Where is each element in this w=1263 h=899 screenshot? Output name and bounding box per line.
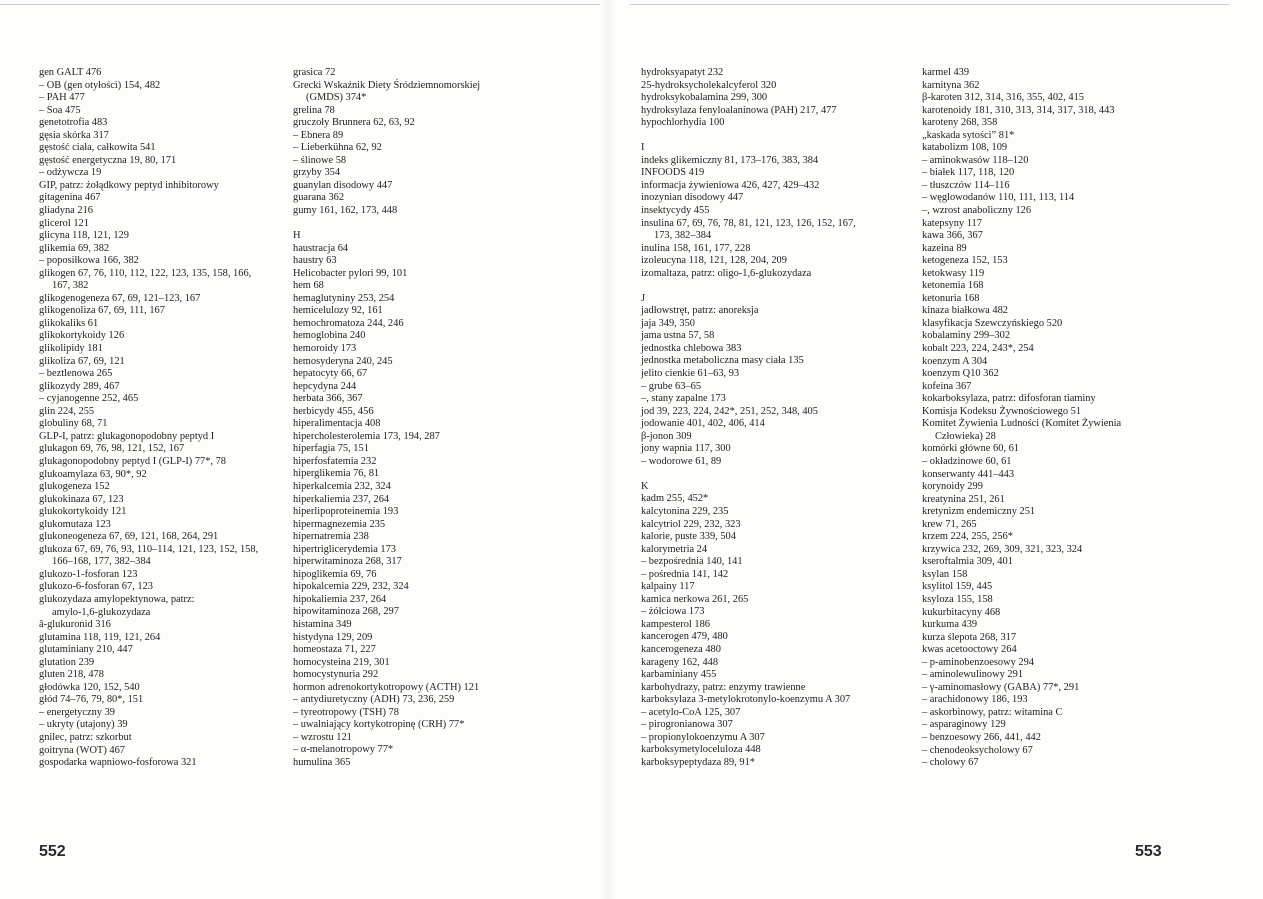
index-entry: histamina 349 [293, 619, 352, 631]
index-entry: glukozydaza amylopektynowa, patrz: [39, 593, 195, 605]
index-entry: humulina 365 [293, 757, 351, 769]
index-entry: glikokaliks 61 [39, 317, 99, 329]
index-entry: – tłuszczów 114–116 [922, 179, 1010, 191]
index-entry: – acetylo-CoA 125, 307 [641, 706, 741, 718]
index-entry: – wzrostu 121 [293, 731, 352, 743]
index-entry: haustry 63 [293, 255, 337, 267]
index-entry: grzyby 354 [293, 167, 341, 179]
index-entry: hipercholesterolemia 173, 194, 287 [293, 430, 440, 442]
index-entry: karageny 162, 448 [641, 656, 719, 668]
index-entry: – pirogronianowa 307 [641, 719, 733, 731]
index-entry: hipermagnezemia 235 [293, 518, 386, 530]
index-entry: hiperkalcemia 232, 324 [293, 481, 391, 492]
index-entry: histydyna 129, 209 [293, 631, 373, 643]
index-entry: haustracja 64 [293, 242, 349, 254]
index-entry: hiperalimentacja 408 [293, 418, 381, 430]
index-entry: – arachidonowy 186, 193 [922, 694, 1028, 706]
entry-gap [641, 130, 856, 143]
index-entry: karbaminiany 455 [641, 669, 717, 681]
index-entry: goitryna (WOT) 467 [39, 744, 125, 756]
index-entry: J [641, 292, 646, 304]
index-entry: kretynizm endemiczny 251 [922, 506, 1036, 518]
index-entry: katabolizm 108, 109 [922, 142, 1008, 154]
entry-gap [293, 218, 480, 231]
index-entry: hipokalcemia 229, 232, 324 [293, 581, 409, 593]
index-entry: kokarboksylaza, patrz: difosforan tiaminy [922, 393, 1096, 405]
index-entry: genetotrofia 483 [39, 117, 108, 129]
index-entry: – aminolewulinowy 291 [922, 669, 1024, 681]
index-entry: K [641, 480, 649, 492]
index-entry: 167, 382 [52, 280, 89, 292]
index-entry: glutation 239 [39, 656, 95, 668]
index-entry: â-glukuronid 316 [39, 619, 111, 631]
index-entry: – cyjanogenne 252, 465 [39, 393, 139, 405]
index-entry: homeostaza 71, 227 [293, 644, 376, 656]
index-entry: karmel 439 [922, 67, 970, 78]
index-entry: jony wapnia 117, 300 [641, 443, 731, 455]
index-entry: grelina 78 [293, 104, 335, 116]
index-entry: kobalaminy 299–302 [922, 330, 1011, 342]
index-entry: kseroftalmia 309, 401 [922, 556, 1013, 568]
index-entry: karbohydrazy, patrz: enzymy trawienne [641, 681, 806, 693]
index-entry: – PAH 477 [39, 92, 85, 104]
index-entry: glikoliza 67, 69, 121 [39, 355, 125, 367]
index-entry: kurza ślepota 268, 317 [922, 631, 1017, 643]
index-column-1 [39, 67, 258, 770]
index-entry: ketonuria 168 [922, 292, 980, 304]
index-entry: glukagonopodobny peptyd I (GLP-I) 77*, 78 [39, 455, 227, 467]
index-entry: karoteny 268, 358 [922, 117, 998, 129]
index-entry: – Soa 475 [39, 104, 81, 116]
index-entry: glukoneogeneza 67, 69, 121, 168, 264, 291 [39, 531, 219, 543]
index-entry: koenzym A 304 [922, 355, 988, 367]
index-entry: glikemia 69, 382 [39, 242, 110, 254]
index-entry: homocysteina 219, 301 [293, 656, 390, 668]
index-entry: gęstość energetyczna 19, 80, 171 [39, 154, 177, 166]
index-entry: jaja 349, 350 [641, 317, 695, 329]
index-entry: kalorymetria 24 [641, 543, 708, 555]
index-entry: – benzoesowy 266, 441, 442 [922, 731, 1041, 743]
index-entry: GLP-I, patrz: glukagonopodobny peptyd I [39, 430, 215, 442]
index-entry: guarana 362 [293, 192, 345, 204]
index-entry: – odżywcza 19 [39, 167, 102, 179]
index-entry: gen GALT 476 [39, 67, 102, 78]
index-entry: – chenodeoksycholowy 67 [922, 744, 1033, 756]
index-entry: glikolipidy 181 [39, 343, 103, 355]
index-entry: herbicydy 455, 456 [293, 405, 374, 417]
index-entry: hemaglutyniny 253, 254 [293, 292, 395, 304]
index-entry: grasica 72 [293, 67, 336, 78]
index-entry: kancerogeneza 480 [641, 644, 721, 656]
index-entry: GIP, patrz: żołądkowy peptyd inhibitorowy [39, 179, 219, 191]
top-page-edge-right [630, 4, 1230, 5]
index-entry: indeks glikemiczny 81, 173–176, 383, 384 [641, 154, 819, 166]
index-entry: hipoglikemia 69, 76 [293, 568, 377, 580]
index-entry: konserwanty 441–443 [922, 468, 1015, 480]
index-entry: – OB (gen otyłości) 154, 482 [39, 79, 161, 91]
index-entry: kancerogen 479, 480 [641, 631, 728, 643]
index-entry: glukokinaza 67, 123 [39, 493, 124, 505]
index-entry: kalcytriol 229, 232, 323 [641, 518, 741, 530]
index-entry: kamica nerkowa 261, 265 [641, 593, 749, 605]
entry-gap [641, 280, 856, 293]
index-entry: globuliny 68, 71 [39, 418, 108, 430]
index-entry: – grube 63–65 [641, 380, 702, 392]
index-entry: glukoza 67, 69, 76, 93, 110–114, 121, 123, 152, 158, [39, 543, 259, 555]
index-entry: gęsia skórka 317 [39, 129, 109, 141]
index-entry: hemoroidy 173 [293, 342, 357, 354]
index-entry: kreatynina 251, 261 [922, 493, 1005, 505]
index-entry: – asparaginowy 129 [922, 719, 1006, 731]
index-column-2 [293, 67, 480, 770]
index-entry: kampesterol 186 [641, 618, 710, 630]
index-entry: – węglowodanów 110, 111, 113, 114 [922, 192, 1075, 204]
index-entry: klasyfikacja Szewczyńskiego 520 [922, 317, 1063, 329]
index-entry: glukogeneza 152 [39, 481, 110, 493]
index-entry: inulina 158, 161, 177, 228 [641, 242, 751, 254]
index-entry: jama ustna 57, 58 [641, 330, 715, 342]
index-entry: ketonemia 168 [922, 280, 984, 292]
entry-gap [641, 468, 856, 481]
index-entry: – askorbinowy, patrz: witamina C [922, 706, 1063, 718]
index-entry: glin 224, 255 [39, 405, 95, 417]
index-entry: – Lieberkühna 62, 92 [293, 142, 382, 154]
index-entry: kwas acetooctowy 264 [922, 644, 1017, 656]
index-entry: – pośrednia 141, 142 [641, 568, 729, 580]
index-entry: „kaskada sytości” 81* [922, 129, 1015, 141]
index-entry: ketogeneza 152, 153 [922, 255, 1008, 267]
index-entry: Helicobacter pylori 99, 101 [293, 267, 408, 279]
index-entry: hydroksyapatyt 232 [641, 67, 724, 78]
index-entry: gitagenina 467 [39, 192, 101, 204]
index-entry: hemochromatoza 244, 246 [293, 317, 404, 329]
index-entry: Komisja Kodeksu Żywnościowego 51 [922, 405, 1082, 417]
index-entry: glikogenoliza 67, 69, 111, 167 [39, 305, 165, 317]
index-entry: hepatocyty 66, 67 [293, 368, 368, 380]
index-entry: ksyloza 155, 158 [922, 593, 993, 605]
index-entry: glicyna 118, 121, 129 [39, 230, 129, 242]
index-entry: hormon adrenokortykotropowy (ACTH) 121 [293, 681, 480, 693]
index-entry: glikogen 67, 76, 110, 112, 122, 123, 135, 158, 166, [39, 267, 252, 279]
index-entry: amylo-1,6-glukozydaza [52, 606, 151, 618]
index-entry: jodowanie 401, 402, 406, 414 [641, 418, 765, 430]
index-entry: kalorie, puste 339, 504 [641, 531, 736, 543]
index-entry: głodówka 120, 152, 540 [39, 681, 140, 693]
page-number-right: 553 [1135, 843, 1162, 860]
index-entry: kalcytonina 229, 235 [641, 506, 729, 517]
index-entry: homocystynuria 292 [293, 669, 379, 681]
index-entry: glukoamylaza 63, 90*, 92 [39, 468, 147, 480]
index-entry: jod 39, 223, 224, 242*, 251, 252, 348, 405 [641, 405, 818, 417]
index-entry: hemicelulozy 92, 161 [293, 305, 383, 317]
index-entry: izomaltaza, patrz: oligo-1,6-glukozydaza [641, 267, 812, 279]
index-entry: kadm 255, 452* [641, 493, 709, 505]
index-entry: gruczoły Brunnera 62, 63, 92 [293, 117, 415, 129]
index-entry: hydroksylaza fenyloalaninowa (PAH) 217, 477 [641, 104, 837, 116]
index-entry: – poposiłkowa 166, 382 [39, 255, 139, 267]
index-entry: glikozydy 289, 467 [39, 380, 120, 392]
index-entry: – aminokwasów 118–120 [922, 154, 1029, 166]
top-page-edge [0, 4, 600, 5]
index-entry: gospodarka wapniowo-fosforowa 321 [39, 757, 197, 769]
index-entry: – antydiuretyczny (ADH) 73, 236, 259 [293, 694, 455, 706]
index-entry: insektycydy 455 [641, 204, 710, 216]
page-number-left: 552 [39, 843, 66, 860]
index-entry: informacja żywieniowa 426, 427, 429–432 [641, 179, 820, 191]
index-entry: gliadyna 216 [39, 205, 93, 217]
index-entry: jadłowstręt, patrz: anoreksja [641, 305, 759, 317]
index-entry: komórki główne 60, 61 [922, 443, 1019, 455]
index-entry: glicerol 121 [39, 217, 89, 229]
index-entry: glikokortykoidy 126 [39, 330, 125, 342]
index-entry: hiperfagia 75, 151 [293, 443, 369, 455]
index-entry: – γ-aminomasłowy (GABA) 77*, 291 [922, 681, 1080, 693]
index-column-3 [641, 67, 856, 769]
index-entry: – ukryty (utajony) 39 [39, 719, 128, 731]
index-entry: – cholowy 67 [922, 757, 979, 769]
index-entry: katepsyny 117 [922, 217, 982, 229]
index-entry: glukozo-1-fosforan 123 [39, 568, 138, 580]
index-entry: – ślinowe 58 [293, 154, 347, 166]
index-entry: krzem 224, 255, 256* [922, 531, 1013, 543]
index-entry: gnilec, patrz: szkorbut [39, 731, 132, 743]
index-entry: ksylan 158 [922, 568, 968, 580]
index-entry: inozynian disodowy 447 [641, 192, 744, 204]
index-entry: 173, 382–384 [654, 230, 712, 242]
index-entry: – beztlenowa 265 [39, 368, 113, 380]
index-entry: hepcydyna 244 [293, 380, 357, 392]
index-entry: hemosyderyna 240, 245 [293, 355, 393, 367]
index-entry: (GMDS) 374* [306, 92, 367, 104]
index-entry: hiperlipoproteinemia 193 [293, 506, 399, 518]
index-entry: H [293, 230, 301, 242]
index-entry: karboksypeptydaza 89, 91* [641, 756, 755, 768]
index-entry: glikogenogeneza 67, 69, 121–123, 167 [39, 292, 201, 304]
index-entry: – wodorowe 61, 89 [641, 455, 722, 467]
index-entry: – bezpośrednia 140, 141 [641, 556, 743, 568]
index-entry: karnityna 362 [922, 79, 980, 91]
index-entry: Człowieka) 28 [935, 430, 996, 442]
index-entry: hydroksykobalamina 299, 300 [641, 92, 768, 104]
index-entry: 166–168, 177, 382–384 [52, 556, 151, 568]
index-entry: kawa 366, 367 [922, 230, 983, 242]
index-entry: – okładzinowe 60, 61 [922, 455, 1012, 467]
index-entry: korynoidy 299 [922, 481, 983, 493]
index-entry: jednostka chlebowa 383 [641, 342, 742, 354]
index-entry: hemoglobina 240 [293, 330, 366, 342]
index-entry: glukomutaza 123 [39, 518, 111, 530]
index-entry: hiperkaliemia 237, 264 [293, 493, 390, 505]
index-entry: karboksymetyloceluloza 448 [641, 744, 761, 756]
index-column-4 [922, 67, 1121, 770]
index-entry: kobalt 223, 224, 243*, 254 [922, 343, 1034, 355]
index-entry: glukozo-6-fosforan 67, 123 [39, 581, 153, 593]
index-entry: izoleucyna 118, 121, 128, 204, 209 [641, 255, 787, 267]
index-entry: hipertriglicerydemia 173 [293, 543, 397, 555]
index-entry: INFOODS 419 [641, 167, 705, 179]
index-entry: jelito cienkie 61–63, 93 [641, 368, 740, 380]
index-entry: gęstość ciała, całkowita 541 [39, 142, 156, 154]
index-entry: głód 74–76, 79, 80*, 151 [39, 694, 144, 706]
index-entry: glutamina 118, 119, 121, 264 [39, 631, 161, 643]
index-entry: kofeina 367 [922, 380, 972, 392]
index-entry: hiperwitaminoza 268, 317 [293, 556, 402, 568]
index-entry: 25-hydroksycholekalcyferol 320 [641, 79, 777, 91]
index-entry: hem 68 [293, 280, 324, 292]
index-entry: herbata 366, 367 [293, 393, 363, 405]
index-entry: – p-aminobenzoesowy 294 [922, 656, 1034, 668]
index-entry: ksylitol 159, 445 [922, 581, 993, 593]
index-entry: insulina 67, 69, 76, 78, 81, 121, 123, 126, 152, 167, [641, 217, 856, 229]
book-fold [601, 0, 615, 899]
index-entry: karboksylaza 3-metylokrotonylo-koenzymu A 307 [641, 694, 851, 706]
index-entry: –, wzrost anaboliczny 126 [922, 205, 1032, 217]
index-entry: ketokwasy 119 [922, 267, 985, 279]
index-entry: gumy 161, 162, 173, 448 [293, 205, 398, 217]
index-entry: β-jonon 309 [641, 430, 692, 442]
index-entry: jednostka metaboliczna masy ciała 135 [641, 355, 804, 367]
index-entry: gluten 218, 478 [39, 669, 104, 681]
index-entry: – α-melanotropowy 77* [293, 744, 394, 756]
index-entry: Grecki Wskaźnik Diety Śródziemnomorskiej [293, 79, 481, 91]
index-entry: – tyreotropowy (TSH) 78 [293, 706, 399, 718]
index-entry: –, stany zapalne 173 [641, 393, 726, 405]
index-entry: β-karoten 312, 314, 316, 355, 402, 415 [922, 92, 1084, 104]
index-entry: krzywica 232, 269, 309, 321, 323, 324 [922, 543, 1083, 555]
index-entry: hipokaliemia 237, 264 [293, 593, 387, 605]
index-entry: glukokortykoidy 121 [39, 506, 127, 518]
index-entry: hipowitaminoza 268, 297 [293, 606, 399, 618]
index-entry: guanylan disodowy 447 [293, 179, 393, 191]
index-entry: krew 71, 265 [922, 518, 977, 530]
index-entry: glutaminiany 210, 447 [39, 644, 133, 656]
index-entry: I [641, 142, 645, 154]
index-entry: hiperglikemia 76, 81 [293, 468, 380, 480]
index-entry: – żółciowa 173 [641, 606, 705, 618]
index-entry: – uwalniający kortykotropinę (CRH) 77* [293, 719, 465, 731]
index-entry: Komitet Żywienia Ludności (Komitet Żywienia [922, 418, 1122, 430]
index-entry: glukagon 69, 76, 98, 121, 152, 167 [39, 443, 185, 455]
index-entry: kalpainy 117 [641, 581, 695, 593]
index-entry: karotenoidy 181, 310, 313, 314, 317, 318, 443 [922, 104, 1115, 116]
index-entry: kazeina 89 [922, 242, 967, 254]
index-entry: – Ebnera 89 [293, 129, 344, 141]
index-entry: kurkuma 439 [922, 619, 978, 631]
index-entry: hiperfosfatemia 232 [293, 455, 377, 467]
index-entry: – propionylokoenzymu A 307 [641, 731, 765, 743]
index-entry: – białek 117, 118, 120 [922, 167, 1015, 179]
index-entry: – energetyczny 39 [39, 706, 115, 718]
index-entry: hipernatremia 238 [293, 531, 369, 543]
index-entry: kukurbitacyny 468 [922, 606, 1001, 618]
index-entry: koenzym Q10 362 [922, 368, 999, 380]
index-entry: kinaza białkowa 482 [922, 305, 1008, 317]
index-entry: hypochlorhydia 100 [641, 117, 725, 129]
